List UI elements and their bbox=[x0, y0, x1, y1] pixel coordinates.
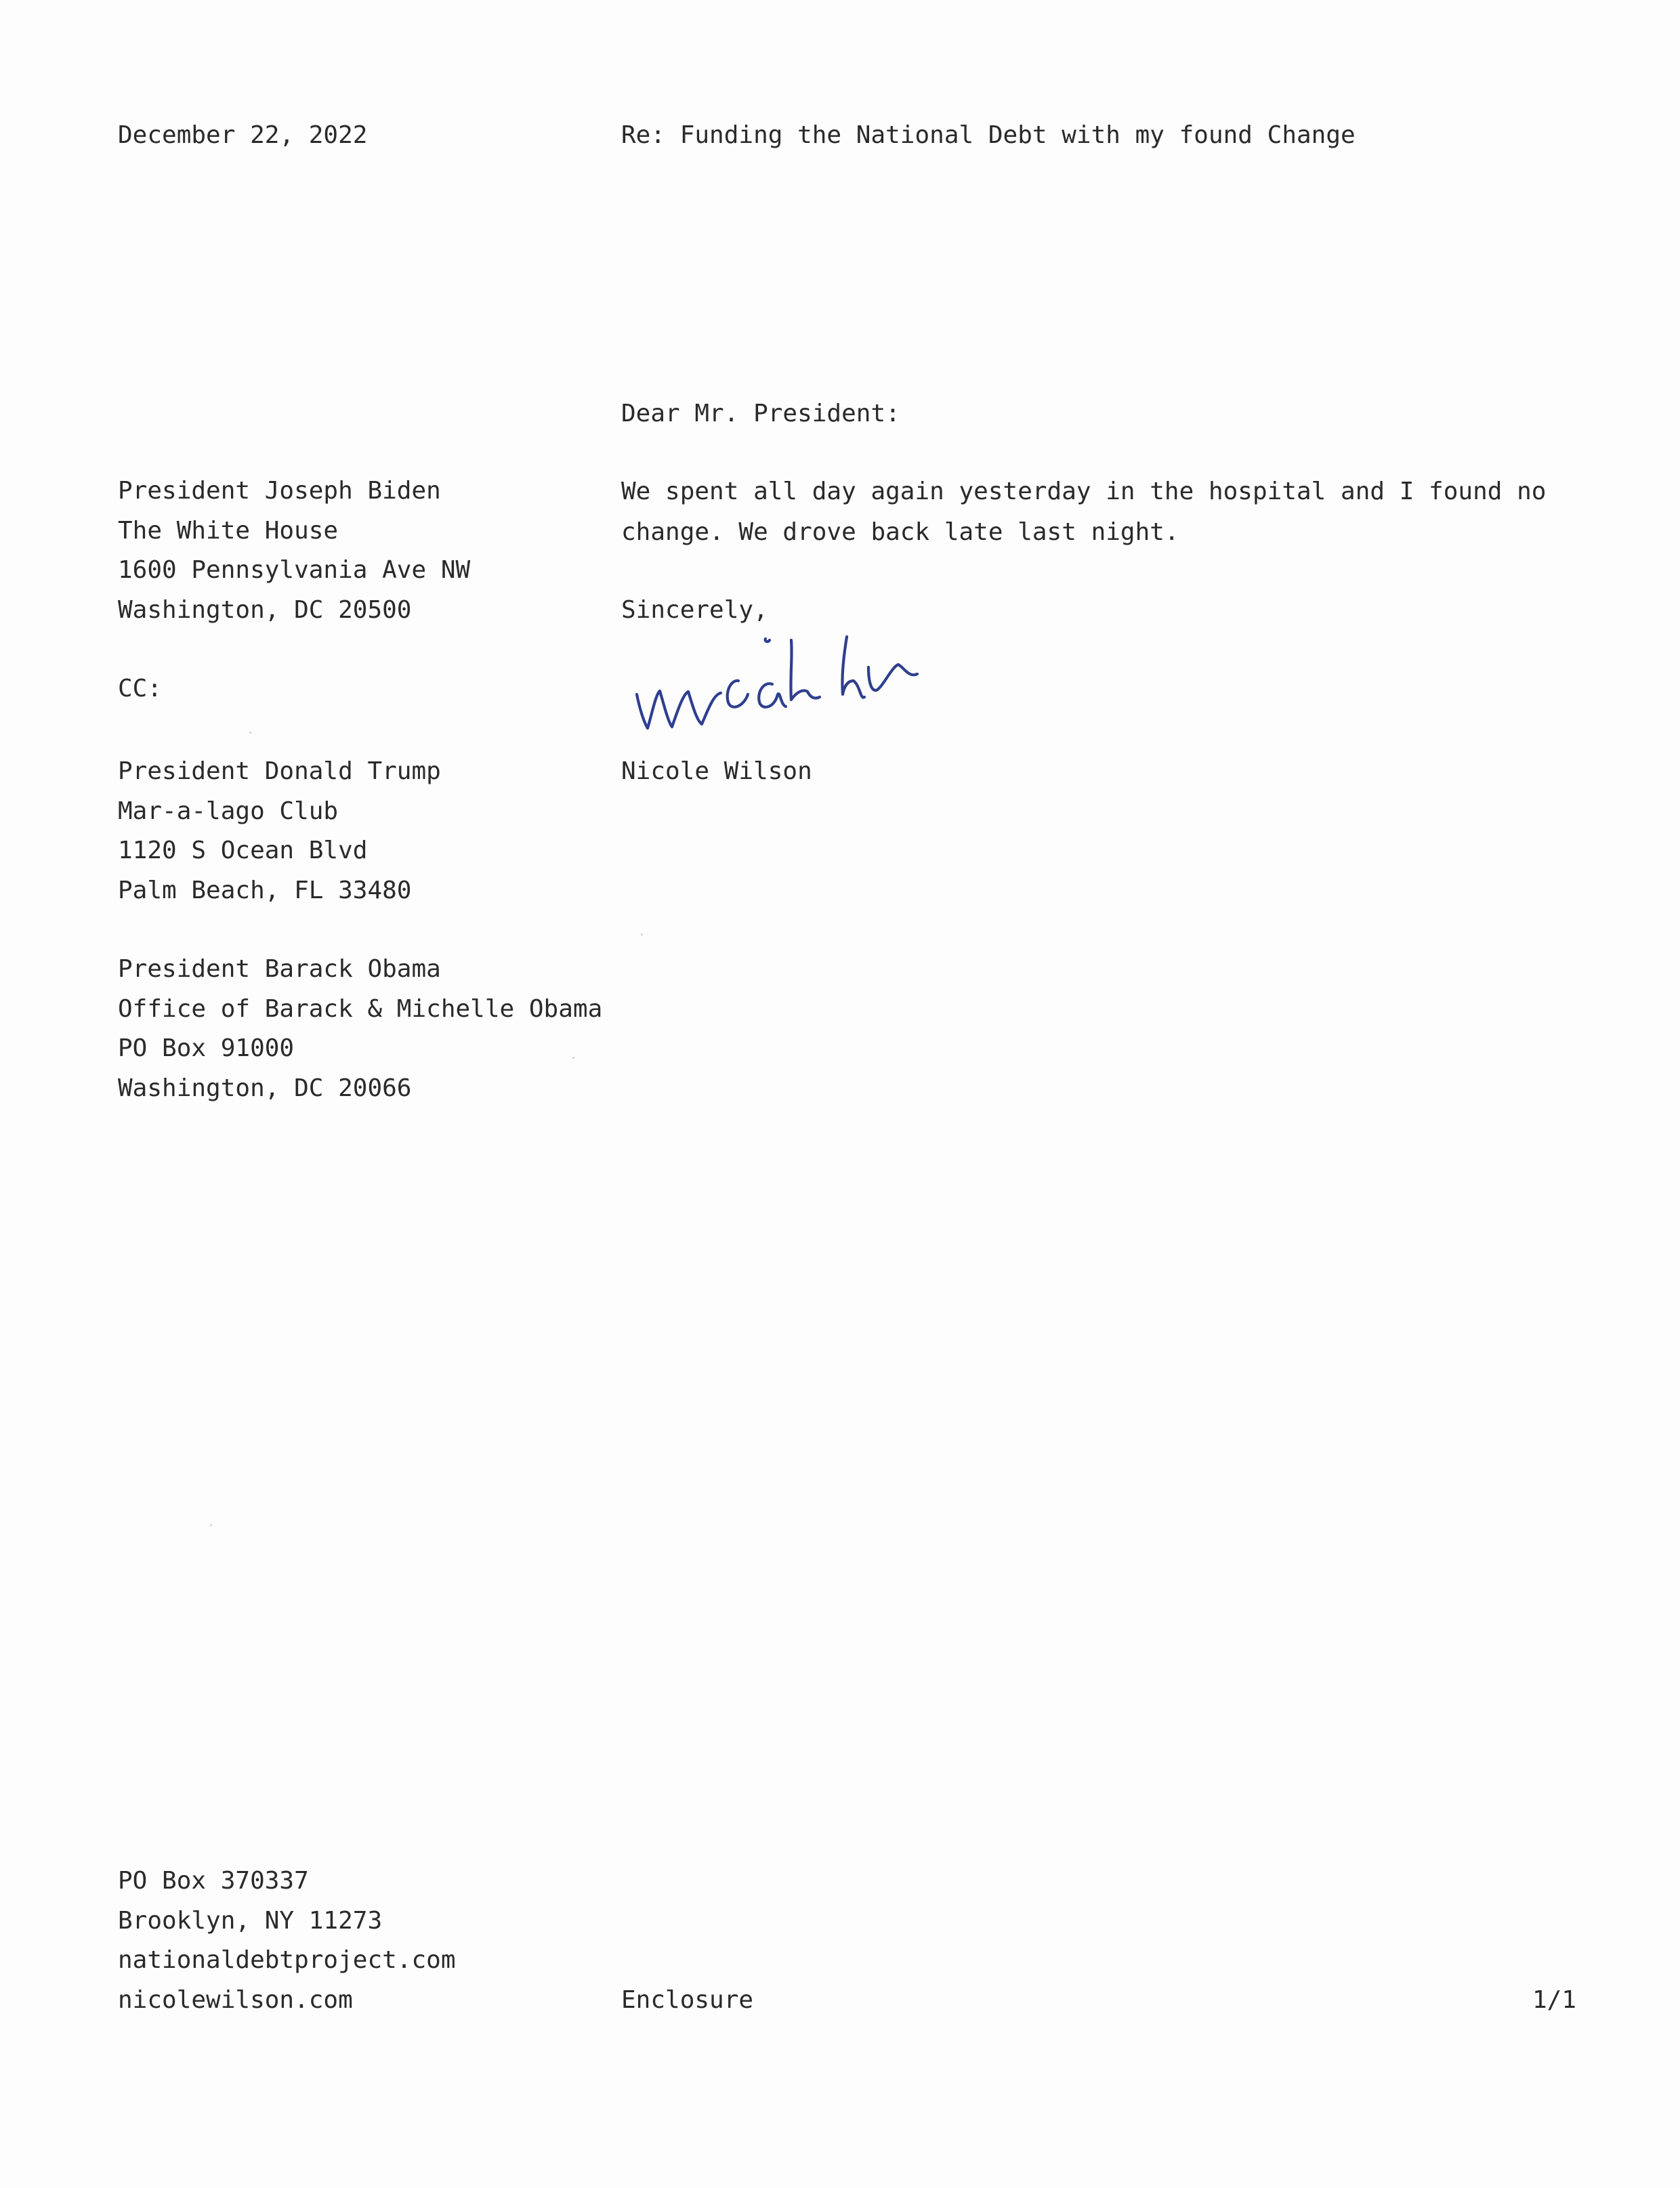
page-number: 1/1 bbox=[1532, 1986, 1577, 2014]
cc-label: CC: bbox=[118, 675, 163, 702]
cc-recipient-address bbox=[118, 950, 602, 1108]
scan-speck bbox=[210, 1524, 212, 1526]
closing: Sincerely, bbox=[621, 596, 768, 624]
address-line: President Barack Obama bbox=[118, 955, 441, 983]
scan-speck bbox=[572, 1057, 574, 1059]
address-line: PO Box 91000 bbox=[118, 1034, 295, 1062]
scan-speck bbox=[249, 732, 251, 734]
signature-icon bbox=[630, 627, 982, 742]
address-line: President Joseph Biden bbox=[118, 477, 441, 505]
contact-line: nationaldebtproject.com bbox=[118, 1946, 456, 1974]
salutation: Dear Mr. President: bbox=[621, 400, 900, 427]
address-line: Mar-a-lago Club bbox=[118, 797, 339, 825]
address-line: Washington, DC 20066 bbox=[118, 1074, 412, 1102]
address-line: 1600 Pennsylvania Ave NW bbox=[118, 556, 471, 584]
cc-recipient-address bbox=[118, 752, 441, 910]
contact-line: nicolewilson.com bbox=[118, 1985, 353, 2014]
scan-speck bbox=[641, 933, 643, 935]
enclosure-note: Enclosure bbox=[621, 1986, 754, 2014]
address-line: President Donald Trump bbox=[118, 757, 441, 785]
address-line: Washington, DC 20500 bbox=[118, 595, 412, 624]
address-line: Office of Barack & Michelle Obama bbox=[118, 994, 603, 1023]
contact-line: Brooklyn, NY 11273 bbox=[118, 1906, 383, 1935]
letter-date: December 22, 2022 bbox=[118, 121, 368, 149]
body-paragraph bbox=[621, 471, 1546, 553]
address-line: The White House bbox=[118, 516, 339, 545]
address-line: Palm Beach, FL 33480 bbox=[118, 876, 412, 904]
body-line: We spent all day again yesterday in the hospital and I found no bbox=[621, 478, 1547, 505]
body-line: change. We drove back late last night. bbox=[621, 518, 1179, 546]
letter-subject: Re: Funding the National Debt with my found Change bbox=[621, 121, 1356, 149]
sender-name: Nicole Wilson bbox=[621, 757, 812, 785]
address-line: 1120 S Ocean Blvd bbox=[118, 837, 368, 864]
recipient-address bbox=[118, 471, 470, 630]
contact-line: PO Box 370337 bbox=[118, 1867, 309, 1895]
footer-contact bbox=[118, 1861, 456, 2020]
